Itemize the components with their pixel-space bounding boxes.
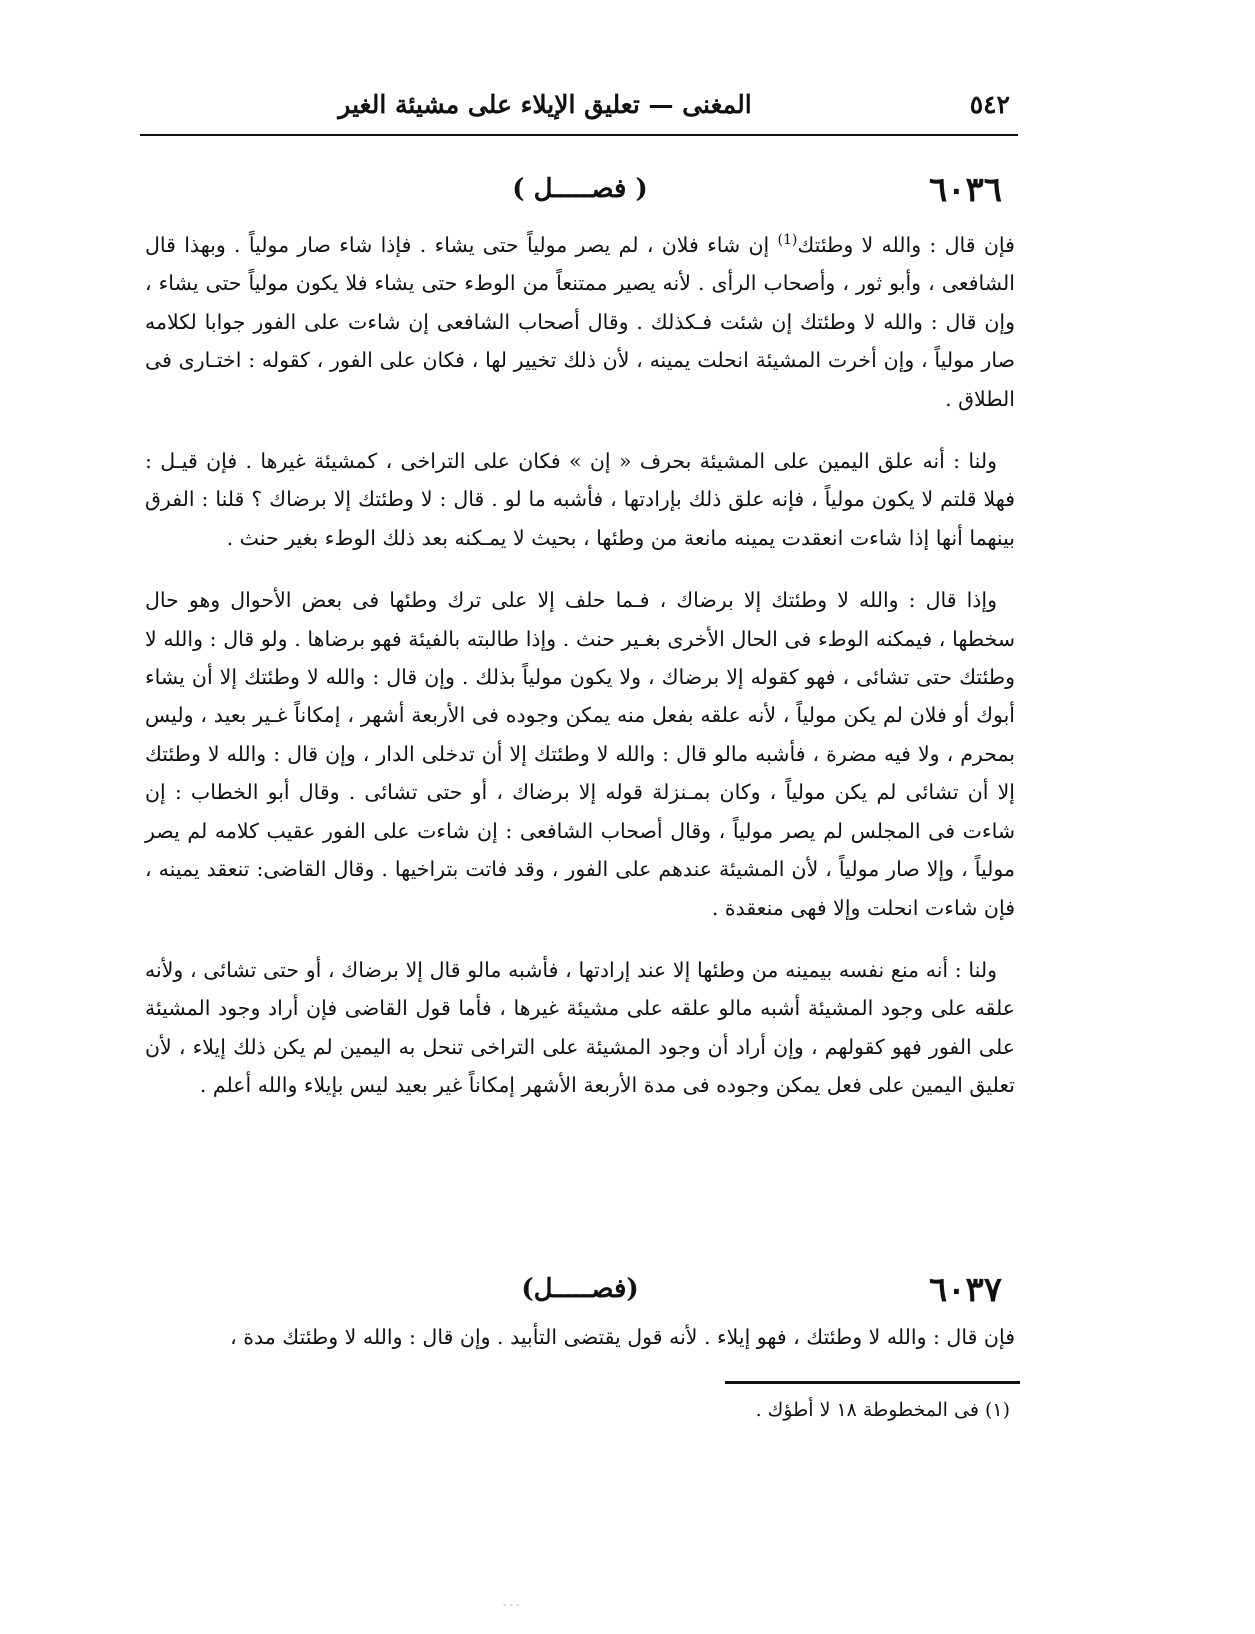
section-heading-6036	[140, 170, 1020, 218]
page-number: ٥٤٢	[969, 90, 1010, 119]
footnote: (١) فى المخطوطة ١٨ لا أطؤك .	[755, 1399, 1010, 1421]
paragraph: فإن قال : والله لا وطئتك ، فهو إيلاء . لأنه قول يقتضى التأبيد . وإن قال : والله لا وطئتك مدة ،	[230, 1325, 1015, 1349]
section-heading-6037	[140, 1270, 1020, 1318]
section-body-6037	[145, 1318, 1015, 1356]
section-title: (فصـــــل)	[521, 1274, 639, 1304]
footnote-rule	[725, 1381, 1020, 1384]
running-title: المغنى — تعليق الإيلاء على مشيئة الغير	[338, 90, 752, 119]
footnote-ref: (1)	[777, 232, 798, 249]
paragraph: ولنا : أنه علق اليمين على المشيئة بحرف « إن » فكان على التراخى ، كمشيئة غيرها . فإن قيـل : فهلا قلتم لا يكون مولياً ، فإنه علق ذلك بإرادتها ، فأشبه ما لو . قال : لا وطئتك إلا برضاك ؟ قلنا : الفرق بينهما أنها إذا شاءت انعقدت يمينه مانعة من وطئها ، بحيث لا يمـكنه بعد ذلك الوطء بغير حنث .	[145, 449, 1015, 550]
running-head	[140, 86, 1020, 126]
paragraph	[145, 226, 1015, 418]
header-rule	[140, 134, 1018, 136]
paragraph-text: فإن قال : والله لا وطئتك	[797, 233, 1015, 257]
paragraph: وإذا قال : والله لا وطئتك إلا برضاك ، فـما حلف إلا على ترك وطئها فى بعض الأحوال وهو حال سخطها ، فيمكنه الوطء فى الحال الأخرى بغـير حنث . وإذا طالبته بالفيئة فهو برضاها . ولو قال : والله لا وطئتك حتى تشائى ، فهو كقوله إلا برضاك ، ولا يكون مولياً بذلك . وإن قال : والله لا وطئتك إلا أن يشاء أبوك أو فلان لم يكن مولياً ، لأنه علقه بفعل منه يمكن وجوده فى الأربعة أشهر ، إمكاناً غـير بعيد ، وليس بمحرم ، ولا فيه مضرة ، فأشبه مالو قال : والله لا وطئتك إلا أن تدخلى الدار ، وإن قال : والله لا وطئتك إلا أن تشائى لم يكن مولياً ، وكان بمـنزلة قوله إلا برضاك ، أو حتى تشائى . وقال أبو الخطاب : إن شاءت فى المجلس لم يصر مولياً ، وقال أصحاب الشافعى : إن شاءت على الفور عقيب كلامه لم يصر مولياً ، وإلا صار مولياً ، لأن المشيئة عندهم على الفور ، وقد فاتت بتراخيها . وقال القاضى: تنعقد يمينه ، فإن شاءت انحلت وإلا فهى منعقدة .	[145, 588, 1015, 920]
paragraph: ولنا : أنه منع نفسه بيمينه من وطئها إلا عند إرادتها ، فأشبه مالو قال إلا برضاك ، أو حتى تشائى ، ولأنه علقه على وجود المشيئة أشبه مالو علقه على مشيئة غيرها ، فأما قول القاضى فإن أراد وجود المشيئة على الفور فهو كقولهم ، وإن أراد أن وجود المشيئة على التراخى تنحل به اليمين لم يكن ذلك إيلاء ، لأن تعليق اليمين على فعل يمكن وجوده فى مدة الأربعة الأشهر إمكاناً غير بعيد ليس بإيلاء والله أعلم .	[145, 957, 1015, 1098]
section-number: ٦٠٣٦	[928, 170, 1002, 210]
paragraph-text: إن شاء فلان ، لم يصر مولياً حتى يشاء . فإذا شاء صار مولياً . وبهذا قال الشافعى ، وأبو ثور ، وأصحاب الرأى . لأنه يصير ممتنعاً من الوطء حتى يشاء فلا يكون مولياً حتى يشاء ، وإن قال : والله لا وطئتك إن شئت فـكذلك . وقال أصحاب الشافعى إن شاءت على الفور جوابا لكلامه صار مولياً ، وإن أخرت المشيئة انحلت يمينه ، لأن ذلك تخيير لها ، فكان على الفور ، كقوله : اختـارى فى الطلاق .	[145, 233, 1015, 411]
section-number: ٦٠٣٧	[928, 1270, 1002, 1310]
section-body-6036	[145, 226, 1015, 1105]
section-title: ( فصـــــل )	[512, 174, 648, 204]
bottom-mark: - - -	[503, 1600, 520, 1611]
